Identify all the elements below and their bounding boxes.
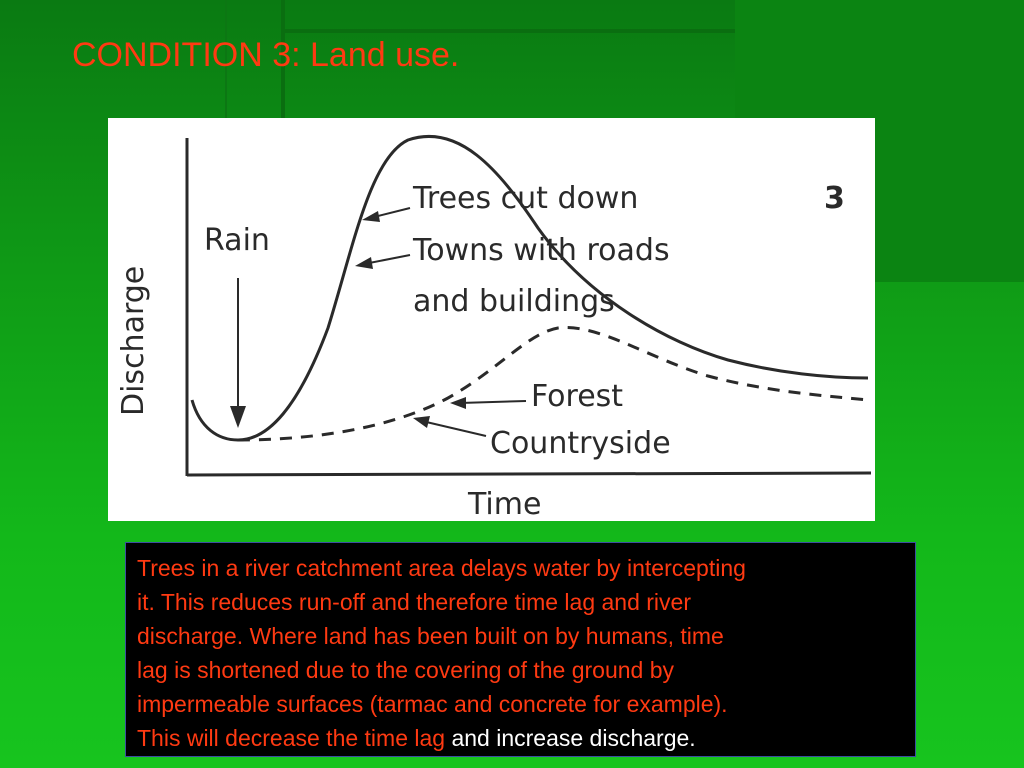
explanation-textbox <box>125 542 916 757</box>
diagram-number: 3 <box>824 181 845 216</box>
slide-title: CONDITION 3: Land use. <box>72 36 460 74</box>
hydrograph-figure <box>108 118 875 521</box>
forest-pointer-arrow <box>460 401 526 403</box>
y-axis-label: Discharge <box>116 265 151 416</box>
towns-pointer-arrowhead <box>355 257 373 269</box>
towns-label-line2: and buildings <box>413 284 615 319</box>
explanation-text-red: This will decrease the time lag <box>137 725 446 751</box>
countryside-pointer-arrowhead <box>413 416 430 428</box>
x-axis <box>187 473 871 475</box>
countryside-pointer-arrow <box>422 421 486 436</box>
explanation-line: Trees in a river catchment area delays water by intercepting <box>137 555 746 581</box>
hydrograph-diagram <box>108 118 875 521</box>
explanation-text-highlight: and increase discharge. <box>451 725 696 751</box>
towns-label-line1: Towns with roads <box>413 233 670 268</box>
explanation-line: discharge. Where land has been built on by humans, time <box>137 623 724 649</box>
trees-cut-down-label: Trees cut down <box>413 181 639 216</box>
trees-pointer-arrowhead <box>362 211 380 222</box>
explanation-line: it. This reduces run-off and therefore time lag and river <box>137 589 691 615</box>
explanation-line <box>137 721 905 755</box>
x-axis-label: Time <box>468 487 542 521</box>
explanation-line: impermeable surfaces (tarmac and concrete for example). <box>137 691 728 717</box>
forest-label: Forest <box>531 379 624 414</box>
countryside-label: Countryside <box>490 426 671 461</box>
rain-label: Rain <box>204 223 270 258</box>
decorative-line <box>281 29 735 33</box>
explanation-line: lag is shortened due to the covering of the ground by <box>137 657 675 683</box>
forest-pointer-arrowhead <box>450 397 466 409</box>
rain-arrowhead <box>230 406 246 428</box>
